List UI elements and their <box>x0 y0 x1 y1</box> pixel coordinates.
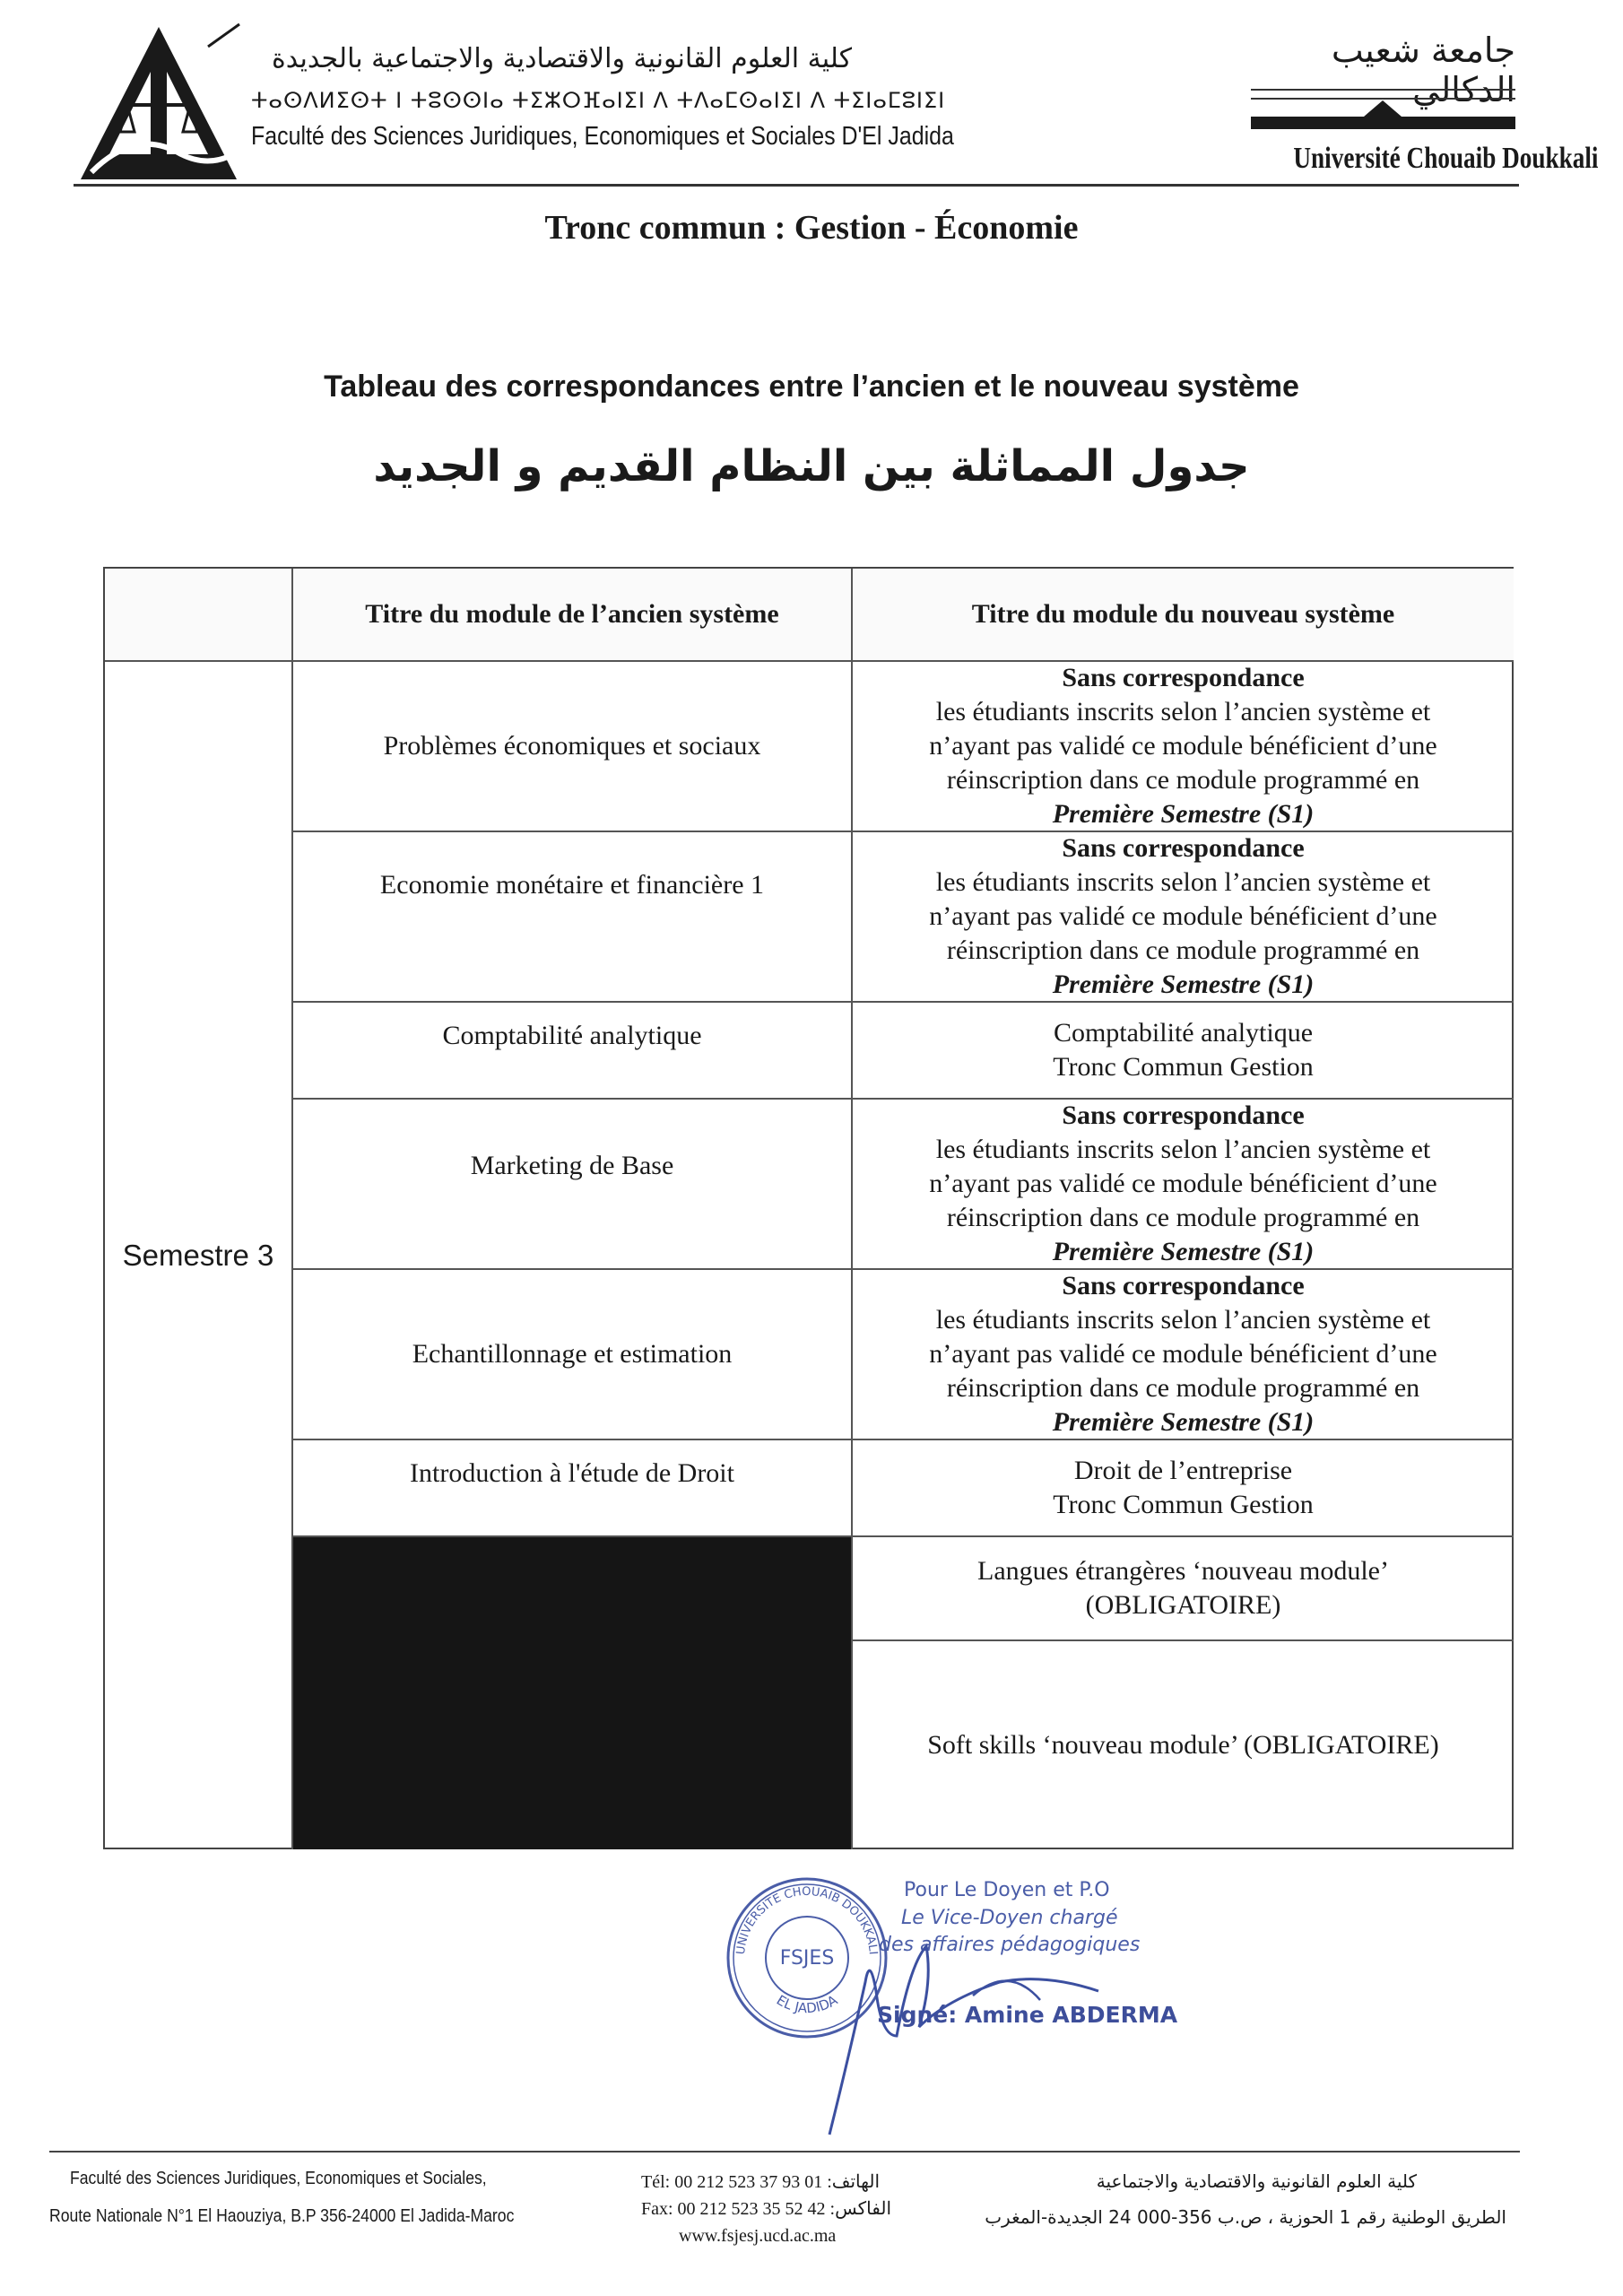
semester-label: Semestre 3 <box>122 1239 274 1272</box>
signature-line-4: Signé: Amine ABDERMA <box>877 2002 1178 2028</box>
footer-faculty-name: Faculté des Sciences Juridiques, Economiques et Sociales, <box>70 2169 487 2188</box>
signature-line-1: Pour Le Doyen et P.O <box>904 1879 1110 1901</box>
handwritten-signature <box>812 1928 1107 2144</box>
university-name-arabic: جامعة شعيب الدكالي <box>1331 30 1515 109</box>
faculty-name-tifinagh: ⵜⴰⵙⴷⵍⵉⵙⵜ ⵏ ⵜⵓⵙⵙⵏⴰ ⵜⵉⵣⵔⴼⴰⵏⵉⵏ ⴷ ⵜⴷⴰⵎⵙⴰⵏⵉⵏ ⴷ ⵜⵉⵏⴰⵎⵓⵏⵉⵏ <box>251 88 946 113</box>
table-row-new-module <box>853 1270 1514 1439</box>
sans-correspondance-semester: Première Semestre (S1) <box>1052 1407 1315 1437</box>
sans-correspondance-semester: Première Semestre (S1) <box>1052 799 1315 829</box>
signature-line-3: des affaires pédagogiques <box>879 1934 1141 1956</box>
table-row-old-module <box>293 1440 851 1535</box>
new-module-title: Droit de l’entreprise <box>1073 1456 1293 1485</box>
old-module-label: Introduction à l'étude de Droit <box>410 1458 734 1488</box>
old-module-label: Comptabilité analytique <box>442 1021 702 1050</box>
sans-correspondance-line: les étudiants inscrits selon l’ancien système et <box>935 1305 1431 1335</box>
table-row-new-module <box>853 1003 1514 1098</box>
sans-correspondance-line: les étudiants inscrits selon l’ancien système et <box>935 1135 1431 1164</box>
old-module-label: Marketing de Base <box>470 1151 674 1180</box>
sans-correspondance-title: Sans correspondance <box>1062 1271 1305 1300</box>
new-module-subtitle: (OBLIGATOIRE) <box>1085 1590 1281 1620</box>
footer-divider <box>49 2151 1520 2152</box>
stamp-bottom-text: EL JADIDA <box>773 1991 841 2017</box>
sans-correspondance-title: Sans correspondance <box>1062 1100 1305 1130</box>
sans-correspondance-line: réinscription dans ce module programmé en <box>946 935 1420 965</box>
sans-correspondance-line: réinscription dans ce module programmé en <box>946 1373 1420 1403</box>
blacked-out-cell <box>293 1537 851 1849</box>
new-module-title: Langues étrangères ‘nouveau module’ <box>977 1556 1389 1586</box>
footer-fax: Fax: 00 212 523 35 52 42 :الفاكس <box>641 2199 892 2219</box>
table-row-old-module: Problèmes économiques et sociaux <box>383 731 761 761</box>
university-name-french: Université Chouaib Doukkali <box>1293 142 1599 175</box>
sans-correspondance-title: Sans correspondance <box>1062 663 1305 692</box>
new-module-title: Comptabilité analytique <box>1053 1018 1314 1048</box>
sans-correspondance-semester: Première Semestre (S1) <box>1052 1237 1315 1266</box>
sans-correspondance-title: Sans correspondance <box>1062 833 1305 863</box>
old-module-label: Economie monétaire et financière 1 <box>379 870 765 900</box>
sans-correspondance-line: les étudiants inscrits selon l’ancien système et <box>935 867 1431 897</box>
header-divider <box>74 184 1519 187</box>
footer-address: Route Nationale N°1 El Haouziya, B.P 356-24000 El Jadida-Maroc <box>49 2206 515 2226</box>
faculty-name-arabic: كلية العلوم القانونية والاقتصادية والاجتماعية بالجديدة <box>272 43 852 74</box>
column-header-old-module: Titre du module de l’ancien système <box>293 569 851 660</box>
table-row-old-module <box>293 832 851 1001</box>
footer-faculty-name-arabic: كلية العلوم القانونية والاقتصادية والاجتماعية <box>1096 2170 1417 2192</box>
program-title: Tronc commun : Gestion - Économie <box>544 209 1079 247</box>
table-row-new-module <box>853 1537 1514 1639</box>
new-module-subtitle: Tronc Commun Gestion <box>1053 1052 1314 1082</box>
column-header-new-module: Titre du module du nouveau système <box>853 569 1514 660</box>
faculty-name-french: Faculté des Sciences Juridiques, Economiques et Sociales D'El Jadida <box>251 122 954 151</box>
table-row-new-module <box>853 1440 1514 1535</box>
university-logo-mark <box>1251 83 1515 136</box>
new-module-subtitle: Tronc Commun Gestion <box>1053 1490 1314 1519</box>
table-title-arabic: جدول المماثلة بين النظام القديم و الجديد <box>373 441 1250 491</box>
footer-website-link[interactable]: www.fsjesj.ucd.ac.ma <box>679 2226 837 2246</box>
sans-correspondance-line: n’ayant pas validé ce module bénéficient d’une <box>929 901 1437 931</box>
correspondence-table <box>103 567 1514 1849</box>
old-module-label: Echantillonnage et estimation <box>412 1339 733 1369</box>
signature-line-2: Le Vice-Doyen chargé <box>901 1907 1118 1929</box>
footer-phone: Tél: 00 212 523 37 93 01 :الهاتف <box>641 2172 880 2192</box>
table-row-new-module <box>853 832 1514 1001</box>
table-row-new-module <box>853 1641 1514 1849</box>
table-row-new-module <box>853 1100 1514 1268</box>
footer-address-arabic: الطريق الوطنية رقم 1 الحوزية ، ص.ب 356-000 24 الجديدة-المغرب <box>985 2206 1506 2228</box>
sans-correspondance-line: réinscription dans ce module programmé en <box>946 765 1420 795</box>
table-row-old-module <box>293 1003 851 1098</box>
header-empty-cell <box>105 569 291 660</box>
faculty-logo <box>74 20 244 186</box>
sans-correspondance-line: n’ayant pas validé ce module bénéficient d’une <box>929 1339 1437 1369</box>
table-row-old-module <box>293 1270 851 1439</box>
sans-correspondance-line: n’ayant pas validé ce module bénéficient d’une <box>929 1169 1437 1198</box>
table-row-new-module <box>853 662 1514 831</box>
table-row-old-module <box>293 1100 851 1268</box>
stamp-top-text: UNIVERSITE CHOUAIB DOUKKALI <box>733 1884 880 1956</box>
sans-correspondance-line: réinscription dans ce module programmé en <box>946 1203 1420 1232</box>
new-module-title: Soft skills ‘nouveau module’ (OBLIGATOIRE) <box>927 1730 1439 1760</box>
table-title: Tableau des correspondances entre l’ancien et le nouveau système <box>324 370 1299 404</box>
sans-correspondance-line: n’ayant pas validé ce module bénéficient d’une <box>929 731 1437 761</box>
sans-correspondance-line: les étudiants inscrits selon l’ancien système et <box>935 697 1431 726</box>
sans-correspondance-semester: Première Semestre (S1) <box>1052 970 1315 999</box>
stamp-center-text: FSJES <box>779 1947 835 1970</box>
